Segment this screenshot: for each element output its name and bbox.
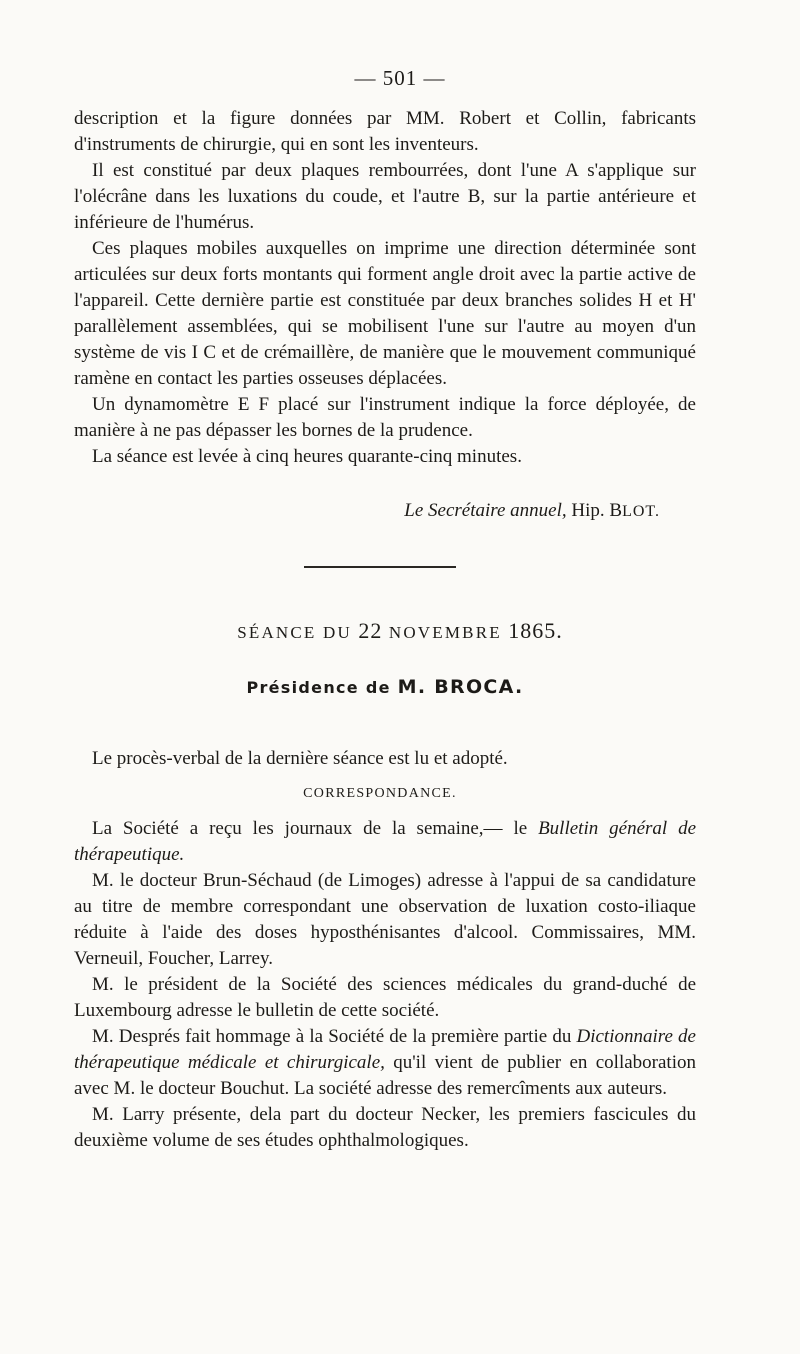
despres-start: M. Després fait hommage à la Société de la première partie du	[92, 1026, 577, 1047]
paragraph-despres	[74, 1024, 696, 1102]
session-title-prefix: SÉANCE DU	[237, 623, 352, 642]
presidence-prefix: Présidence de	[246, 678, 391, 697]
paragraph-description: description et la figure données par MM. Robert et Collin, fabricants d'instruments de chirurgie, qui en sont les inventeurs.	[74, 108, 696, 155]
section-divider	[304, 566, 456, 568]
dictionnaire-title: Dictionnaire de thérapeutique médicale et chirurgicale,	[74, 1026, 696, 1073]
journaux-text: La Société a reçu les journaux de la semaine,— le	[92, 818, 539, 839]
signature-name-rest: LOT.	[622, 503, 660, 520]
session-title	[0, 618, 800, 644]
paragraph-larry: M. Larry présente, dela part du docteur Necker, les premiers fascicules du deuxième volume de ses études ophthalmologiques.	[74, 1104, 696, 1151]
paragraph-brun-sechaud: M. le docteur Brun-Séchaud (de Limoges) adresse à l'appui de sa candidature au titre de membre correspondant une observation de luxation costo-iliaque réduite à l'aide des doses hyposthénisantes d'alcool. Commissaires, MM. Verneuil, Foucher, Larrey.	[74, 870, 696, 969]
correspondance-text	[74, 816, 696, 1154]
paragraph-dynamometre: Un dynamomètre E F placé sur l'instrument indique la force déployée, de manière à ne pas dépasser les bornes de la prudence.	[74, 394, 696, 441]
page-number: — 501 —	[354, 66, 446, 90]
bulletin-title: Bulletin général de thérapeutique.	[74, 818, 696, 865]
paragraph-journaux	[74, 816, 696, 868]
signature-name-initial: Hip. B	[571, 500, 623, 521]
signature	[404, 500, 660, 522]
paragraph-plaques: Ces plaques mobiles auxquelles on imprime une direction déterminée sont articulées sur deux forts montants qui forment angle droit avec la partie active de l'appareil. Cette dernière partie est constituée par deux branches solides H et H' parallèlement assemblées, qui se mobilisent l'une sur l'autre au moyen d'un système de vis I C et de crémaillère, de manière que le mouvement communiqué ramène en contact les parties osseuses déplacées.	[74, 238, 696, 389]
president-name: M. BROCA.	[397, 676, 524, 698]
signature-role: Le Secrétaire annuel,	[404, 500, 567, 521]
session-month: NOVEMBRE	[388, 623, 502, 642]
section-text	[74, 106, 696, 470]
session-year: 1865.	[508, 618, 563, 643]
correspondance-heading: CORRESPONDANCE.	[303, 786, 457, 801]
paragraph-seance-levee: La séance est levée à cinq heures quarante-cinq minutes.	[92, 446, 522, 467]
paragraph-constitution: Il est constitué par deux plaques rembourrées, dont l'une A s'applique sur l'olécrâne dans les luxations du coude, et l'autre B, sur la partie antérieure et inférieure de l'humérus.	[74, 160, 696, 233]
proces-verbal: Le procès-verbal de la dernière séance est lu et adopté.	[92, 748, 508, 769]
presidence-line	[0, 676, 770, 698]
despres-end: qu'il vient de publier en collaboration avec M. le docteur Bouchut. La société adresse des remercîments aux auteurs.	[74, 1052, 696, 1099]
paragraph-luxembourg: M. le président de la Société des sciences médicales du grand-duché de Luxembourg adresse le bulletin de cette société.	[74, 974, 696, 1021]
session-day: 22	[358, 618, 383, 643]
